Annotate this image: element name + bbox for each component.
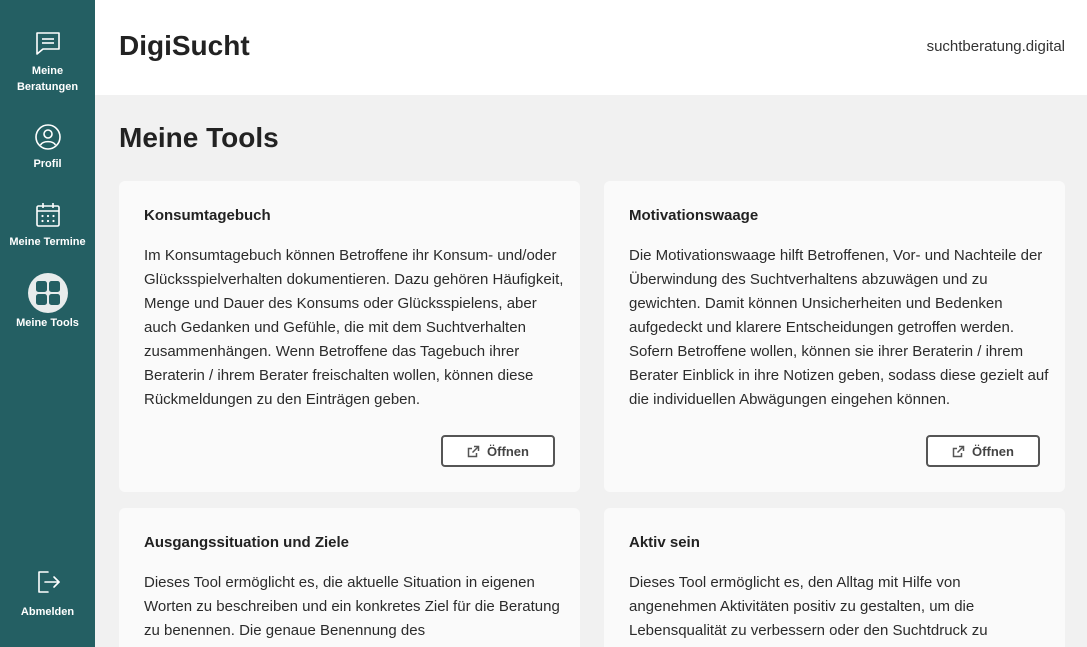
app-brand: DigiSucht (119, 30, 250, 61)
card-description: Im Konsumtagebuch können Betroffene ihr Konsum- und/oder Glücksspielverhalten dokumentieren. Dazu gehören Häufigkeit, Menge und Dauer des Konsums oder Glücksspielens, aber auch Gedanken und Gefühle, die mit dem Suchtverhalten zusammenhängen. Wenn Betroffene das Tagebuch ihrer Beraterin / ihrem Berater freischalten wollen, können diese Rückmeldungen zu den Einträgen geben. (144, 247, 564, 408)
active-indicator (28, 273, 68, 313)
card-title: Motivationswaage (629, 207, 759, 224)
card-title: Konsumtagebuch (144, 207, 271, 224)
card-description: Dieses Tool ermöglicht es, den Alltag mit Hilfe von angenehmen Aktivitäten positiv zu gestalten, um die Lebensqualität zu verbessern oder den Suchtdruck zu (629, 574, 988, 639)
user-icon (34, 123, 62, 151)
site-domain: suchtberatung.digital (926, 38, 1065, 55)
external-link-icon (467, 445, 480, 458)
calendar-icon (34, 201, 62, 229)
open-button-label: Öffnen (487, 443, 529, 459)
sidebar-item-label: Meine Tools (16, 317, 79, 329)
tool-card-aktiv-sein (604, 508, 1065, 647)
external-link-icon (952, 445, 965, 458)
sidebar-item-label: Profil (33, 158, 62, 170)
open-button[interactable] (441, 435, 555, 467)
sidebar (0, 0, 95, 647)
logout-icon (34, 568, 62, 596)
sidebar-item-meine-beratungen[interactable] (0, 30, 95, 95)
sidebar-item-meine-termine[interactable] (0, 201, 95, 250)
sidebar-item-profil[interactable] (0, 123, 95, 172)
open-button-label: Öffnen (972, 443, 1014, 459)
grid-icon (35, 280, 61, 306)
chat-icon (34, 30, 62, 58)
sidebar-item-label: Abmelden (20, 606, 75, 618)
sidebar-item-label: Meine Termine (9, 236, 86, 248)
page-title: Meine Tools (119, 122, 279, 153)
logout-button[interactable] (0, 568, 95, 620)
tool-card-konsumtagebuch (119, 181, 580, 492)
sidebar-item-label: Meine Beratungen (16, 65, 79, 93)
card-title: Ausgangssituation und Ziele (144, 534, 350, 551)
card-description: Dieses Tool ermöglicht es, die aktuelle Situation in eigenen Worten zu beschreiben und ein konkretes Ziel für die Beratung zu benennen. Die genaue Benennung des (144, 574, 560, 639)
tool-card-ausgangssituation (119, 508, 580, 647)
header (95, 0, 1087, 95)
open-button[interactable] (926, 435, 1040, 467)
card-title: Aktiv sein (629, 534, 700, 551)
tool-card-motivationswaage (604, 181, 1065, 492)
card-description: Die Motivationswaage hilft Betroffenen, Vor- und Nachteile der Überwindung des Suchtverhaltens abzuwägen und zu gewichten. Damit können Unsicherheiten und Bedenken aufgedeckt und klarere Entscheidungen getroffen werden. Sofern Betroffene wollen, können sie ihrer Beraterin / ihrem Berater Einblick in ihre Notizen geben, sodass diese gezielt auf die individuellen Abwägungen eingehen können. (629, 247, 1049, 408)
sidebar-item-meine-tools[interactable] (0, 273, 95, 331)
